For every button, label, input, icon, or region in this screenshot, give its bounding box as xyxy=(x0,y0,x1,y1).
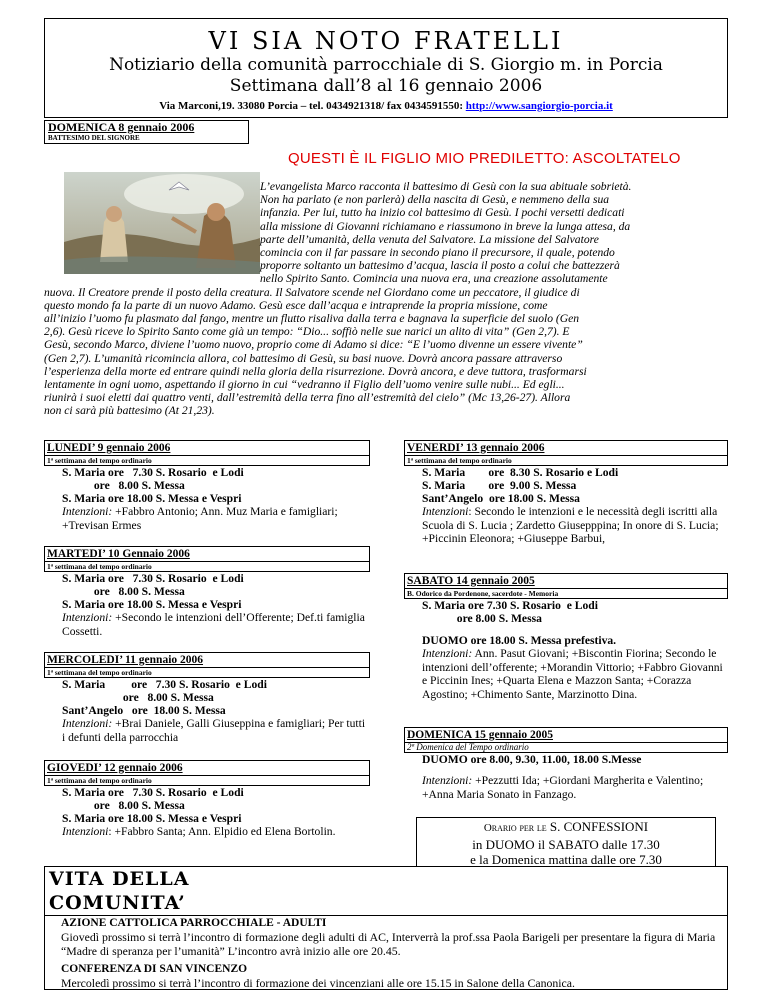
sunday-15-title: DOMENICA 15 gennaio 2005 xyxy=(407,729,553,741)
saturday-title: SABATO 14 gennaio 2005 xyxy=(407,575,535,587)
wednesday-liturgy: 1ª settimana del tempo ordinario xyxy=(45,667,369,677)
article-line: infanzia. Per lui, tutto ha inizio col battesimo di Gesù. I pochi versetti dedicati xyxy=(260,206,625,220)
article-line: nello Spirito Santo. Comincia una nuova era, una creazione assolutamente xyxy=(260,272,608,286)
tuesday-intentions xyxy=(62,611,370,638)
intentions-label: Intenzioni: xyxy=(62,611,113,624)
intentions-label: Intenzioni xyxy=(422,505,469,518)
article-line: non ci sarà più battesimo (At 21,23). xyxy=(44,404,215,418)
mass-line: S. Maria ore 9.00 S. Messa xyxy=(422,479,577,492)
article-headline: QUESTI È IL FIGLIO MIO PREDILETTO: ASCOLTATELO xyxy=(288,150,681,167)
sunday-feast: BATTESIMO DEL SIGNORE xyxy=(48,134,140,142)
intentions-label: Intenzioni: xyxy=(422,774,473,787)
article-line: Non ha parlato (e non parlerà) della nascita di Gesù, e nemmeno della sua xyxy=(260,193,610,207)
tuesday-title: MARTEDI’ 10 Gennaio 2006 xyxy=(47,548,190,560)
week-range: Settimana dall’8 al 16 gennaio 2006 xyxy=(229,76,543,96)
article-line: proporre soltanto un battesimo d’acqua, lascia il posto a colui che battezzerà xyxy=(260,259,620,273)
friday-title: VENERDI’ 13 gennaio 2006 xyxy=(407,442,545,454)
monday-title: LUNEDI’ 9 gennaio 2006 xyxy=(47,442,171,454)
mass-line: ore 8.00 S. Messa xyxy=(62,585,185,598)
website-link[interactable]: http://www.sangiorgio-porcia.it xyxy=(465,100,613,112)
article-line: comincia con il far passare in secondo piano il precursore, il quale, potendo xyxy=(260,246,615,260)
intentions-label: Intenzioni: xyxy=(62,505,113,518)
article-line: lentamente in ogni uomo, aspettando il giorno in cui “vedranno il Figlio dell’uomo venire sulle nubi... Ed egli... xyxy=(44,378,565,392)
article-line: questo mondo fa la parte di un nuovo Adamo. Gesù esce dall’acqua e intraprende la propria missione, come xyxy=(44,298,548,312)
intentions-text: Ann. Pasut Giovani; +Biscontin Fiorina; Secondo le intenzioni dell’offerente; +Morandin Vittorio; +Fabbro Giovanni e Piccinin Ines; +Quarta Elena e Mazzon Santa; +Corazza Agostino; +Chimento Sante, Marzinotto Dina. xyxy=(422,647,723,701)
intentions-text: +Brai Daniele, Galli Giuseppina e famigliari; Per tutti i defunti della parrocchia xyxy=(62,717,366,744)
article-body xyxy=(44,180,728,418)
confessions-title: S. CONFESSIONI xyxy=(546,819,649,834)
friday-schedule xyxy=(404,440,728,546)
mass-line: S. Maria ore 7.30 S. Rosario e Lodi xyxy=(62,786,244,799)
intentions-text: : Secondo le intenzioni e le necessità degli iscritti alla Scuola di S. Lucia ; Zardetto Giusepppina; In onore di S. Lucia; +Piccinin Eleonora; +Giuseppe Barbui, xyxy=(422,505,719,545)
mass-line: S. Maria ore 7.30 S. Rosario e Lodi xyxy=(62,572,244,585)
saturday-liturgy: B. Odorico da Pordenone, sacerdote - Memoria xyxy=(405,588,727,598)
mass-line: S. Maria ore 18.00 S. Messa e Vespri xyxy=(62,492,242,505)
confessions-sunday: e la Domenica mattina dalle ore 7.30 xyxy=(470,852,662,867)
mass-line: ore 8.00 S. Messa xyxy=(62,479,185,492)
sunday-title: DOMENICA 8 gennaio 2006 xyxy=(48,120,195,134)
monday-intentions xyxy=(62,505,370,532)
tuesday-schedule xyxy=(44,546,370,638)
sunday-heading-box xyxy=(44,120,249,144)
intentions-text: +Secondo le intenzioni dell’Offerente; Def.ti famiglia Cossetti. xyxy=(62,611,365,638)
mass-line: S. Maria ore 8.30 S. Rosario e Lodi xyxy=(422,466,619,479)
mass-line: ore 8.00 S. Messa xyxy=(62,691,214,704)
confessions-label: Orario per le xyxy=(483,822,547,834)
article-line: riunirà i suoi eletti dai quattro venti, dall’estremità della terra fino all’estremità del cielo” (Mc 13,26-27). Allora xyxy=(44,391,571,405)
newsletter-title: VI SIA NOTO FRATELLI xyxy=(208,27,564,55)
monday-schedule xyxy=(44,440,370,532)
article-line: l’esperienza della morte ed entrare quindi nella gloria della risurrezione. Dovrà ancora, e deve tuttora, trasformarsi xyxy=(44,364,587,378)
address-line xyxy=(45,100,727,112)
ac-text: Giovedì prossimo si terrà l’incontro di formazione degli adulti di AC, Interverrà la prof.ssa Paola Barigeli per presentare la figura di Maria “Madre di speranza per l’umanità” L’incontro avrà inizio alle ore 20.45. xyxy=(61,930,716,958)
san-vincenzo-text: Mercoledì prossimo si terrà l’incontro di formazione dei vincenziani alle ore 15.15 in Salone della Canonica. xyxy=(61,976,575,990)
masthead xyxy=(44,18,728,118)
thursday-liturgy: 1ª settimana del tempo ordinario xyxy=(45,775,369,785)
wednesday-intentions xyxy=(62,717,370,744)
mass-line: Sant’Angelo ore 18.00 S. Messa xyxy=(62,704,226,717)
thursday-intentions xyxy=(62,825,370,839)
newsletter-subtitle: Notiziario della comunità parrocchiale di S. Giorgio m. in Porcia xyxy=(109,55,663,75)
wednesday-title: MERCOLEDI’ 11 gennaio 2006 xyxy=(47,654,204,666)
mass-line: Sant’Angelo ore 18.00 S. Messa xyxy=(422,492,580,505)
article-line: (Gen 2,7). L’umanità ricomincia allora, col battesimo di Gesù, su basi nuove. Dovrà ancora passare attraverso xyxy=(44,351,563,365)
ac-heading: AZIONE CATTOLICA PARROCCHIALE - ADULTI xyxy=(61,917,327,929)
confessions-box xyxy=(416,817,716,867)
article-line: Gesù, secondo Marco, diviene l’uomo nuovo, proprio come di Adamo si dice: “E l’uomo divenne un essere vivente” xyxy=(44,338,583,352)
mass-line: S. Maria ore 7.30 S. Rosario e Lodi xyxy=(422,599,598,612)
saturday-schedule xyxy=(404,573,728,701)
mass-line: S. Maria ore 7.30 S. Rosario e Lodi xyxy=(62,466,244,479)
confessions-saturday: in DUOMO il SABATO dalle 17.30 xyxy=(472,836,660,852)
tuesday-liturgy: 1ª settimana del tempo ordinario xyxy=(45,561,369,571)
community-life-content xyxy=(59,915,727,990)
sunday-15-schedule xyxy=(404,727,728,801)
friday-intentions xyxy=(422,505,728,546)
intentions-text: +Pezzutti Ida; +Giordani Margherita e Valentino; +Anna Maria Sonato in Fanzago. xyxy=(422,774,704,801)
intentions-label: Intenzioni xyxy=(62,825,109,838)
article-line: parte dell’umanità, della venuta del Salvatore. La missione del Salvatore xyxy=(260,232,599,246)
article-line: alla missione di Giovanni richiamano e riassumono in breve la lunga attesa, da xyxy=(260,219,631,233)
confessions-heading xyxy=(417,819,715,837)
mass-line: ore 8.00 S. Messa xyxy=(62,799,185,812)
wednesday-schedule xyxy=(44,652,370,744)
mass-line: S. Maria ore 18.00 S. Messa e Vespri xyxy=(62,812,242,825)
sunday-15-liturgy: 2ª Domenica del Tempo ordinario xyxy=(405,742,727,752)
mass-line: DUOMO ore 18.00 S. Messa prefestiva. xyxy=(422,634,617,647)
community-life-section xyxy=(44,866,728,990)
article-line: 2,6). Gesù riceve lo Spirito Santo come già un tempo: “Dio... soffiò nelle sue narici un alito di vita” (Gen 2,7). E xyxy=(44,325,570,339)
intentions-label: Intenzioni: xyxy=(62,717,113,730)
thursday-title: GIOVEDI’ 12 gennaio 2006 xyxy=(47,762,183,774)
sunday-15-intentions xyxy=(422,774,728,801)
community-life-title: VITA DELLA COMUNITA’ xyxy=(45,867,217,916)
article-line: all’inizio l’uomo fu plasmato dal fango, mentre un flutto risaliva dalla terra e bagnava la superficie del suolo (Gen xyxy=(44,312,580,326)
intentions-label: Intenzioni: xyxy=(422,647,473,660)
article-line: L’evangelista Marco racconta il battesimo di Gesù con la sua abituale sobrietà. xyxy=(260,180,632,193)
mass-line: S. Maria ore 18.00 S. Messa e Vespri xyxy=(62,598,242,611)
mass-line: ore 8.00 S. Messa xyxy=(422,612,542,625)
thursday-schedule xyxy=(44,760,370,839)
address: Via Marconi,19. 33080 Porcia – tel. 0434921318/ fax 0434591550: xyxy=(159,100,463,112)
san-vincenzo-heading: CONFERENZA DI SAN VINCENZO xyxy=(61,963,248,975)
intentions-text: : +Fabbro Santa; Ann. Elpidio ed Elena Bortolin. xyxy=(108,825,336,838)
friday-liturgy: 1ª settimana del tempo ordinario xyxy=(405,455,727,465)
saturday-intentions xyxy=(422,647,728,701)
monday-liturgy: 1ª settimana del tempo ordinario xyxy=(45,455,369,465)
article-line: nuova. Il Creatore prende il posto della creatura. Il Salvatore scende nel Giordano come un peccatore, il giudice di xyxy=(44,285,580,299)
intentions-text: +Fabbro Antonio; Ann. Muz Maria e famigliari; +Trevisan Ermes xyxy=(62,505,338,532)
mass-line: S. Maria ore 7.30 S. Rosario e Lodi xyxy=(62,678,267,691)
mass-line: DUOMO ore 8.00, 9.30, 11.00, 18.00 S.Messe xyxy=(422,753,642,766)
